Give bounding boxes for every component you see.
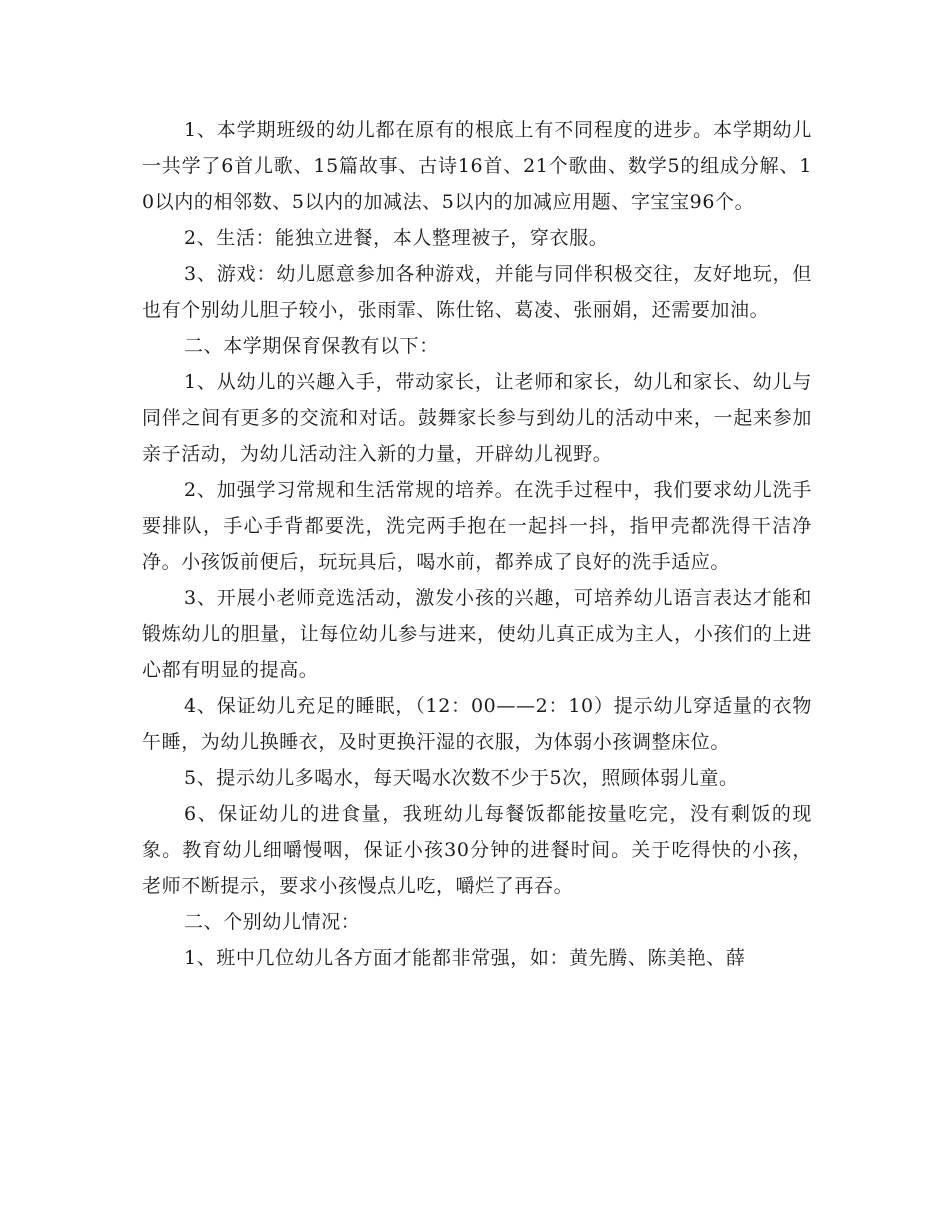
- paragraph-care-6: 6、保证幼儿的进食量，我班幼儿每餐饭都能按量吃完，没有剩饭的现象。教育幼儿细嚼慢咽，保证小孩30分钟的进餐时间。关于吃得快的小孩，老师不断提示，要求小孩慢点儿吃，嚼烂了再吞。: [142, 803, 812, 897]
- section-heading-individual: 二、个别幼儿情况：: [184, 911, 361, 933]
- paragraph-care-3: 3、开展小老师竞选活动，激发小孩的兴趣，可培养幼儿语言表达才能和锻炼幼儿的胆量，让每位幼儿参与进来，使幼儿真正成为主人，小孩们的上进心都有明显的提高。: [142, 587, 812, 681]
- paragraph-care-4: 4、保证幼儿充足的睡眠，（12：00——2：10）提示幼儿穿适量的衣物午睡，为幼儿换睡衣，及时更换汗湿的衣服，为体弱小孩调整床位。: [142, 695, 812, 753]
- paragraph-life-2: 2、生活：能独立进餐，本人整理被子，穿衣服。: [184, 227, 609, 249]
- paragraph-care-5: 5、提示幼儿多喝水，每天喝水次数不少于5次，照顾体弱儿童。: [184, 767, 739, 789]
- paragraph-individual-1: 1、班中几位幼儿各方面才能都非常强，如：黄先腾、陈美艳、薛: [184, 947, 746, 969]
- paragraph-achievements-1: 1、本学期班级的幼儿都在原有的根底上有不同程度的进步。本学期幼儿一共学了6首儿歌、15篇故事、古诗16首、21个歌曲、数学5的组成分解、10以内的相邻数、5以内的加减法、5以内的加减应用题、字宝宝96个。: [142, 119, 812, 213]
- section-heading-care: 二、本学期保育保教有以下：: [184, 335, 439, 357]
- paragraph-games-3: 3、游戏：幼儿愿意参加各种游戏，并能与同伴积极交往，友好地玩，但也有个别幼儿胆子较小，张雨霏、陈仕铭、葛凌、张丽娟，还需要加油。: [142, 263, 812, 321]
- paragraph-care-1: 1、从幼儿的兴趣入手，带动家长，让老师和家长，幼儿和家长、幼儿与同伴之间有更多的交流和对话。鼓舞家长参与到幼儿的活动中来，一起来参加亲子活动，为幼儿活动注入新的力量，开辟幼儿视野。: [142, 371, 812, 465]
- document-page: [142, 112, 812, 976]
- paragraph-care-2: 2、加强学习常规和生活常规的培养。在洗手过程中，我们要求幼儿洗手要排队，手心手背都要洗，洗完两手抱在一起抖一抖，指甲壳都洗得干洁净净。小孩饭前便后，玩玩具后，喝水前，都养成了良好的洗手适应。: [142, 479, 812, 573]
